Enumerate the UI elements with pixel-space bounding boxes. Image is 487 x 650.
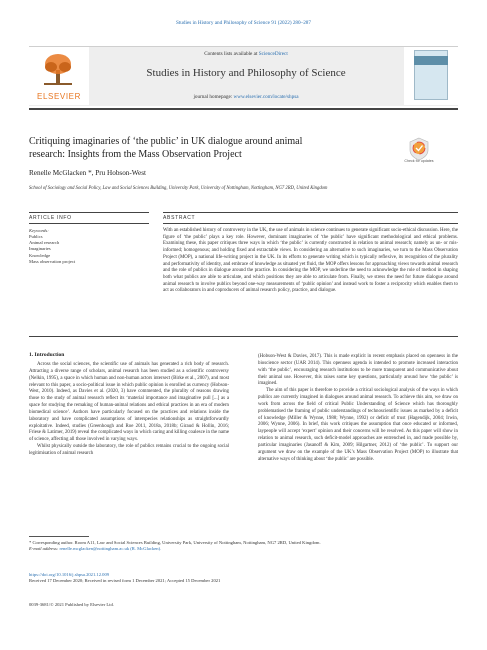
email-line	[29, 546, 458, 552]
body-paragraph: Across the social sciences, the scientific use of animals has generated a rich body of research. Attracting a diverse range of scholars, animal research has been studied as a scientific controversy (Nelkin, 1995), a space in which human and non-human actors intersect (Birke et al., 2007), and most relevant to this paper, a socio-political issue in which public opinion is enrolled as currency (Hobson-West, 2010). Indeed, as Davies et al. (2020, 3) have commented, the plurality of reasons drawing those to the study of animal research reflect its ‘material importance and imaginative pull [...] as a space for studying the remaking of human-animal relations and ethical practices in an era of modern biomedical science’. Authors have particularly focused on the practices and relations inside the laboratory and have complicated assumptions of interspecies relationships as straightforwardly exploitative. Indeed, studies (Greenhough and Roe 2011, 2018a, 2018b; Giraud & Hollin, 2016; Friese & Latimer, 2019) reveal the complicated ways in which caring and killing coalesce in the name of science, affecting all those involved in varying ways.	[29, 362, 229, 443]
article-title-line-2: research: Insights from the Mass Observation Project	[29, 148, 242, 160]
authors: Renelle McGlacken *, Pru Hobson-West	[29, 169, 146, 177]
article-info-heading: ARTICLE INFO	[29, 215, 72, 221]
footnote-rule	[29, 536, 89, 537]
body-paragraph: The aim of this paper is therefore to provide a critical sociological analysis of the ways in which publics are currently imagined in dialogues around animal research. To achieve this aim, we draw on work from across the field of critical Public Understanding of Science which has thoroughly problematised the framing of public understandings of technoscientific issues as marked by a deficit of knowledge (Miller & Wynne, 1988; Wynne, 1992) or deficit of trust (Hagendijk, 2004; Irwin, 2006; Wynne, 2006). In brief, this work critiques the assumption that once educated or informed, laypeople will accept ‘expert’ opinion and their concerns will be resolved. As this paper will show in relation to animal research, such deficit-model approaches are entrenched in, and made possible by, particular imaginaries (Jasanoff & Kim, 2009; Hilgartner, 2012) of ‘the public’. To support our argument we draw on the example of the UK’s Mass Observation Project (MOP) to illustrate that alternative ways of thinking about ‘the public’ are possible.	[258, 388, 458, 462]
publisher-name: ELSEVIER	[37, 92, 81, 101]
contents-prefix: Contents lists available at	[204, 51, 259, 57]
email-link[interactable]: renelle.mcglacken@nottingham.ac.uk (R. McGlacken).	[59, 546, 162, 552]
body-column-right	[258, 354, 458, 464]
keyword: Knowledge	[29, 252, 51, 258]
keyword: Animal research	[29, 240, 60, 246]
body-separator-rule	[29, 336, 458, 337]
journal-title: Studies in History and Philosophy of Science	[146, 67, 346, 79]
abstract-bottom-rule	[163, 223, 458, 224]
contents-available-line	[90, 51, 402, 57]
sciencedirect-link[interactable]: ScienceDirect	[258, 51, 288, 57]
keyword: Imaginaries	[29, 246, 51, 252]
journal-cover-band	[414, 56, 448, 65]
copyright-line: 0039-3681/© 2021 Published by Elsevier Ltd.	[29, 602, 114, 607]
affiliation: School of Sociology and Social Policy, Law and Social Sciences Building, University Park, University of Nottingham, Nottingham, NG7 2RD, United Kingdom	[29, 186, 328, 191]
body-paragraph: (Hobson-West & Davies, 2017). This is made explicit in recent emphasis placed on openness in the bioscience sector (UAR 2014). This openness agenda is intended to promote increased interaction with ‘the public’, encouraging research institutions to be more transparent and communicative about their animal use. However, this raises some key questions, particularly around how ‘the public’ is imagined.	[258, 354, 458, 387]
article-title	[29, 136, 399, 161]
abstract-text: With an established history of controversy in the UK, the use of animals in science continues to generate significant socio-ethical discussion. Here, the figure of ‘the public’ plays a key role. However, dominant imaginaries of ‘the public’ have significant methodological and ethical problems. Examining these, this paper critiques three ways in which ‘the public’ is currently constructed in relation to animal research; namely as un- or mis-informed; homogenous; and holding fixed and extractable views. In considering an alternative to such imaginaries, we turn to the Mass Observation Project (MOP), a national life-writing project in the UK. In its efforts to generate writing which is typically reflexive, its recognition of the plurality and performativity of identity, and embrace of knowledge as situated yet fluid, the MOP offers lessons for approaching views towards animal research and the role of publics in dialogue around the practice. In considering the MOP, we underline the need to acknowledge the role of method in shaping both what publics are able to articulate, and which positions they are able to articulate from. Finally, we stress the need for future dialogue around animal research to involve publics beyond one-way measurements of ‘public opinion’ and instead work to foster a reciprocity which enables them to act as collaborators in and coproducers of animal research policy, practice, and dialogue.	[163, 228, 458, 294]
info-top-rule	[29, 212, 149, 213]
keyword: Mass observation project	[29, 258, 76, 264]
body-paragraph: Whilst physically outside the laboratory, the role of publics remains crucial to the ongoing social legitimisation of animal research	[29, 444, 229, 456]
keywords-list	[29, 234, 75, 265]
email-label: E-mail address:	[29, 546, 60, 552]
corresponding-author-note: * Corresponding author. Room A11, Law and Social Sciences Building, University Park, University of Nottingham, Nottingham, NG7 2RD, United Kingdom.	[29, 540, 321, 545]
introduction-heading: 1. Introduction	[29, 352, 65, 358]
homepage-link[interactable]: www.elsevier.com/locate/shpsa	[233, 94, 299, 100]
footnote	[29, 540, 458, 553]
article-title-line-1: Critiquing imaginaries of ‘the public’ in UK dialogue around animal	[29, 136, 303, 147]
check-for-updates-label: Check for updates	[404, 159, 434, 163]
elsevier-tree-icon	[41, 52, 75, 86]
received-dates: Received 17 December 2020; Received in revised form 1 December 2021; Accepted 15 December 2021	[29, 578, 221, 584]
abstract-heading: ABSTRACT	[163, 215, 196, 221]
homepage-prefix: journal homepage:	[193, 94, 234, 100]
body-column-left	[29, 362, 229, 458]
running-head[interactable]: Studies in History and Philosophy of Science 91 (2022) 280–287	[175, 20, 311, 26]
masthead-rule	[29, 108, 458, 110]
doi-link[interactable]: https://doi.org/10.1016/j.shpsa.2021.12.009	[29, 572, 110, 577]
keywords-label: Keywords:	[29, 228, 49, 233]
abstract-top-rule	[163, 212, 458, 213]
keyword: Publics	[29, 234, 43, 239]
check-for-updates-icon[interactable]	[408, 137, 430, 161]
journal-homepage-line	[90, 94, 402, 100]
info-bottom-rule	[29, 223, 149, 224]
article-metadata	[29, 572, 220, 585]
